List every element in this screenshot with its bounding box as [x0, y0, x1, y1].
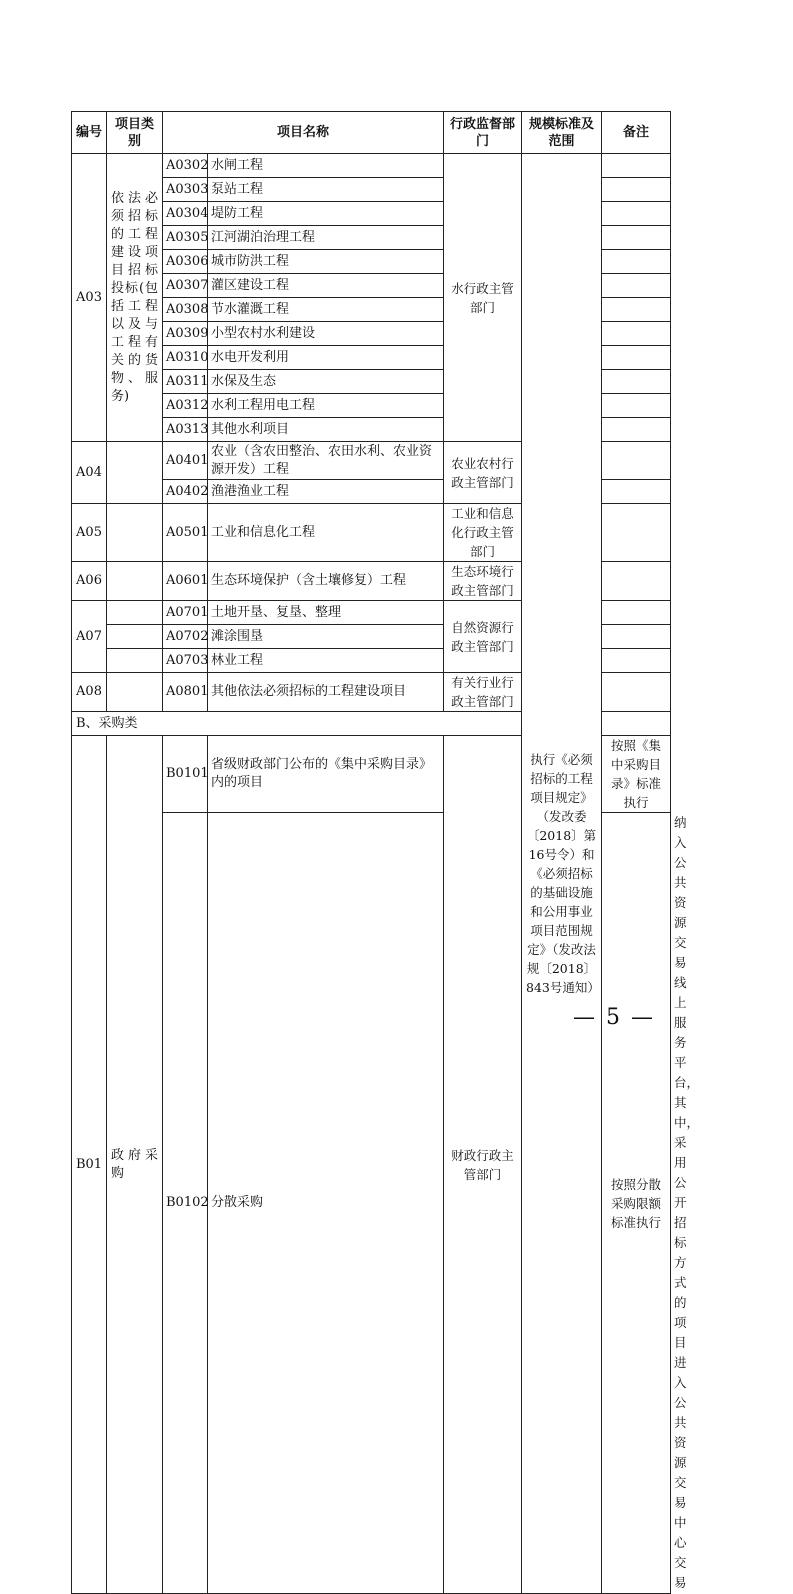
item-name: 小型农村水利建设: [208, 322, 444, 346]
header-no: 编号: [72, 112, 107, 154]
item-name: 水闸工程: [208, 154, 444, 178]
scale-b0101: 按照《集中采购目录》标准执行: [602, 736, 671, 813]
dept-a04: 农业农村行政主管部门: [444, 442, 522, 504]
item-name: 水电开发利用: [208, 346, 444, 370]
category-cell: [107, 601, 163, 625]
remark-cell: [602, 178, 671, 202]
scale-b0102: 按照分散采购限额标准执行: [602, 813, 671, 1594]
item-name: 土地开垦、复垦、整理: [208, 601, 444, 625]
remark-cell: [602, 370, 671, 394]
item-name: 江河湖泊治理工程: [208, 226, 444, 250]
category-cell: [107, 673, 163, 712]
item-code: A0702: [163, 625, 208, 649]
remark-cell: [602, 322, 671, 346]
item-code: A0312: [163, 394, 208, 418]
header-row: [72, 112, 671, 154]
item-code: A0303: [163, 178, 208, 202]
item-code: A0701: [163, 601, 208, 625]
item-name: 滩涂围垦: [208, 625, 444, 649]
dept-a03: 水行政主管部门: [444, 154, 522, 442]
item-code: A0703: [163, 649, 208, 673]
code-a03: A03: [72, 154, 107, 442]
item-code: A0311: [163, 370, 208, 394]
item-code: A0309: [163, 322, 208, 346]
item-name: 省级财政部门公布的《集中采购目录》内的项目: [208, 736, 444, 813]
remark-cell: [602, 202, 671, 226]
category-b01: 政府采购: [107, 736, 163, 1594]
dept-a08: 有关行业行政主管部门: [444, 673, 522, 712]
header-remark: 备注: [602, 112, 671, 154]
dept-a05: 工业和信息化行政主管部门: [444, 504, 522, 562]
code-a06: A06: [72, 562, 107, 601]
item-name: 城市防洪工程: [208, 250, 444, 274]
remark-cell: [602, 673, 671, 712]
item-name: 林业工程: [208, 649, 444, 673]
category-cell: [107, 442, 163, 504]
remark-cell: [602, 298, 671, 322]
remark-cell: [602, 562, 671, 601]
dept-a06: 生态环境行政主管部门: [444, 562, 522, 601]
item-code: B0101: [163, 736, 208, 813]
category-cell: [107, 562, 163, 601]
item-name: 农业（含农田整治、农田水利、农业资源开发）工程: [208, 442, 444, 480]
project-catalog-table: [71, 111, 700, 1594]
remark-cell: [602, 601, 671, 625]
code-a08: A08: [72, 673, 107, 712]
item-code: A0801: [163, 673, 208, 712]
item-name: 其他水利项目: [208, 418, 444, 442]
header-name: 项目名称: [163, 112, 444, 154]
item-code: A0313: [163, 418, 208, 442]
code-a07: A07: [72, 601, 107, 673]
remark-cell: [602, 504, 671, 562]
item-name: 水保及生态: [208, 370, 444, 394]
remark-cell: [602, 442, 671, 480]
item-code: B0102: [163, 813, 208, 1594]
item-code: A0601: [163, 562, 208, 601]
remark-cell: [602, 274, 671, 298]
item-code: A0304: [163, 202, 208, 226]
item-name: 工业和信息化工程: [208, 504, 444, 562]
item-name: 分散采购: [208, 813, 444, 1594]
item-name: 渔港渔业工程: [208, 480, 444, 504]
remark-cell: [602, 625, 671, 649]
header-dept: 行政监督部门: [444, 112, 522, 154]
item-name: 其他依法必须招标的工程建设项目: [208, 673, 444, 712]
category-cell: [107, 649, 163, 673]
section-row: [72, 712, 671, 736]
item-name: 节水灌溉工程: [208, 298, 444, 322]
code-a04: A04: [72, 442, 107, 504]
item-code: A0310: [163, 346, 208, 370]
category-a03: 依法必须招标的工程建设项目招标投标(包括工程以及与工程有关的货物、服务): [107, 154, 163, 442]
item-code: A0305: [163, 226, 208, 250]
table-row: [72, 154, 671, 178]
code-a05: A05: [72, 504, 107, 562]
remark-cell: [602, 394, 671, 418]
item-code: A0402: [163, 480, 208, 504]
item-name: 生态环境保护（含土壤修复）工程: [208, 562, 444, 601]
item-name: 水利工程用电工程: [208, 394, 444, 418]
remark-cell: [602, 480, 671, 504]
remark-cell: [602, 226, 671, 250]
item-name: 堤防工程: [208, 202, 444, 226]
category-cell: [107, 504, 163, 562]
item-code: A0401: [163, 442, 208, 480]
item-name: 灌区建设工程: [208, 274, 444, 298]
header-scale: 规模标准及范围: [522, 112, 602, 154]
dept-b01: 财政行政主管部门: [444, 736, 522, 1594]
item-code: A0302: [163, 154, 208, 178]
dept-a07: 自然资源行政主管部门: [444, 601, 522, 673]
scale-a: 执行《必须招标的工程项目规定》（发改委〔2018〕第16号令）和《必须招标的基础设施和公用事业项目范围规定》（发改法规〔2018〕843号通知）: [522, 154, 602, 1594]
code-b01: B01: [72, 736, 107, 1594]
remark-cell: [602, 418, 671, 442]
remark-cell: [602, 154, 671, 178]
item-code: A0501: [163, 504, 208, 562]
item-code: A0307: [163, 274, 208, 298]
header-category: 项目类别: [107, 112, 163, 154]
section-b-title: B、采购类: [72, 712, 671, 736]
table-row: B0102 分散采购 按照分散采购限额标准执行 纳入公共资源交易线上服务平台，其中，采用公开招标方式的项目进入公共资源交易中心交易: [72, 813, 671, 1594]
remark-cell: [602, 649, 671, 673]
category-cell: [107, 625, 163, 649]
page-number: — 5 —: [573, 1005, 655, 1030]
remark-cell: [602, 346, 671, 370]
item-code: A0306: [163, 250, 208, 274]
item-code: A0308: [163, 298, 208, 322]
item-name: 泵站工程: [208, 178, 444, 202]
remark-cell: [602, 250, 671, 274]
